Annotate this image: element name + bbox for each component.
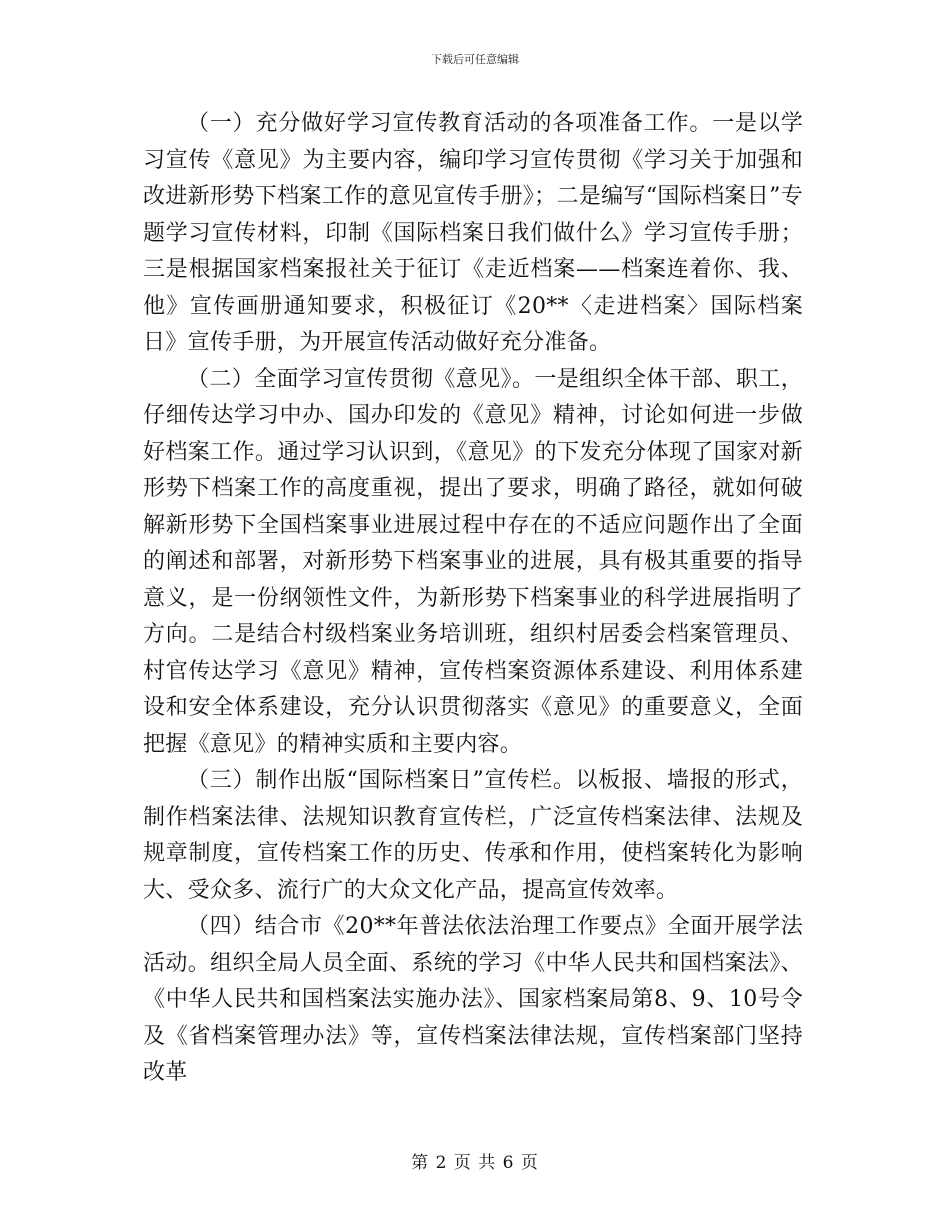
page-number-footer: 第 2 页 共 6 页 [411,1153,539,1173]
paragraph-4: （四）结合市《20**年普法依法治理工作要点》全面开展学法活动。组织全局人员全面、系统的学习《中华人民共和国档案法》、《中华人民共和国档案法实施办法》、国家档案局第8、9、10号令及《省档案管理办法》等，宣传档案法律法规，宣传档案部门坚持改革 [143,914,803,1085]
paragraph-1: （一）充分做好学习宣传教育活动的各项准备工作。一是以学习宣传《意见》为主要内容，编印学习宣传贯彻《学习关于加强和改进新形势下档案工作的意见宣传手册》；二是编写“国际档案日”专题学习宣传材料，印制《国际档案日我们做什么》学习宣传手册；三是根据国家档案报社关于征订《走近档案——档案连着你、我、他》宣传画册通知要求，积极征订《20**〈走进档案〉国际档案日》宣传手册，为开展宣传活动做好充分准备。 [143,111,803,355]
paragraph-3: （三）制作出版“国际档案日”宣传栏。以板报、墙报的形式，制作档案法律、法规知识教育宣传栏，广泛宣传档案法律、法规及规章制度，宣传档案工作的历史、传承和作用，使档案转化为影响大、受众多、流行广的大众文化产品，提高宣传效率。 [143,768,803,903]
document-body [143,106,803,1092]
page-header: 下载后可任意编辑 [431,53,519,66]
paragraph-2: （二）全面学习宣传贯彻《意见》。一是组织全体干部、职工，仔细传达学习中办、国办印发的《意见》精神，讨论如何进一步做好档案工作。通过学习认识到，《意见》的下发充分体现了国家对新形势下档案工作的高度重视，提出了要求，明确了路径，就如何破解新形势下全国档案事业进展过程中存在的不适应问题作出了全面的阐述和部署，对新形势下档案事业的进展，具有极其重要的指导意义，是一份纲领性文件，为新形势下档案事业的科学进展指明了方向。二是结合村级档案业务培训班，组织村居委会档案管理员、村官传达学习《意见》精神，宣传档案资源体系建设、利用体系建设和安全体系建设，充分认识贯彻落实《意见》的重要意义，全面把握《意见》的精神实质和主要内容。 [143,366,803,757]
